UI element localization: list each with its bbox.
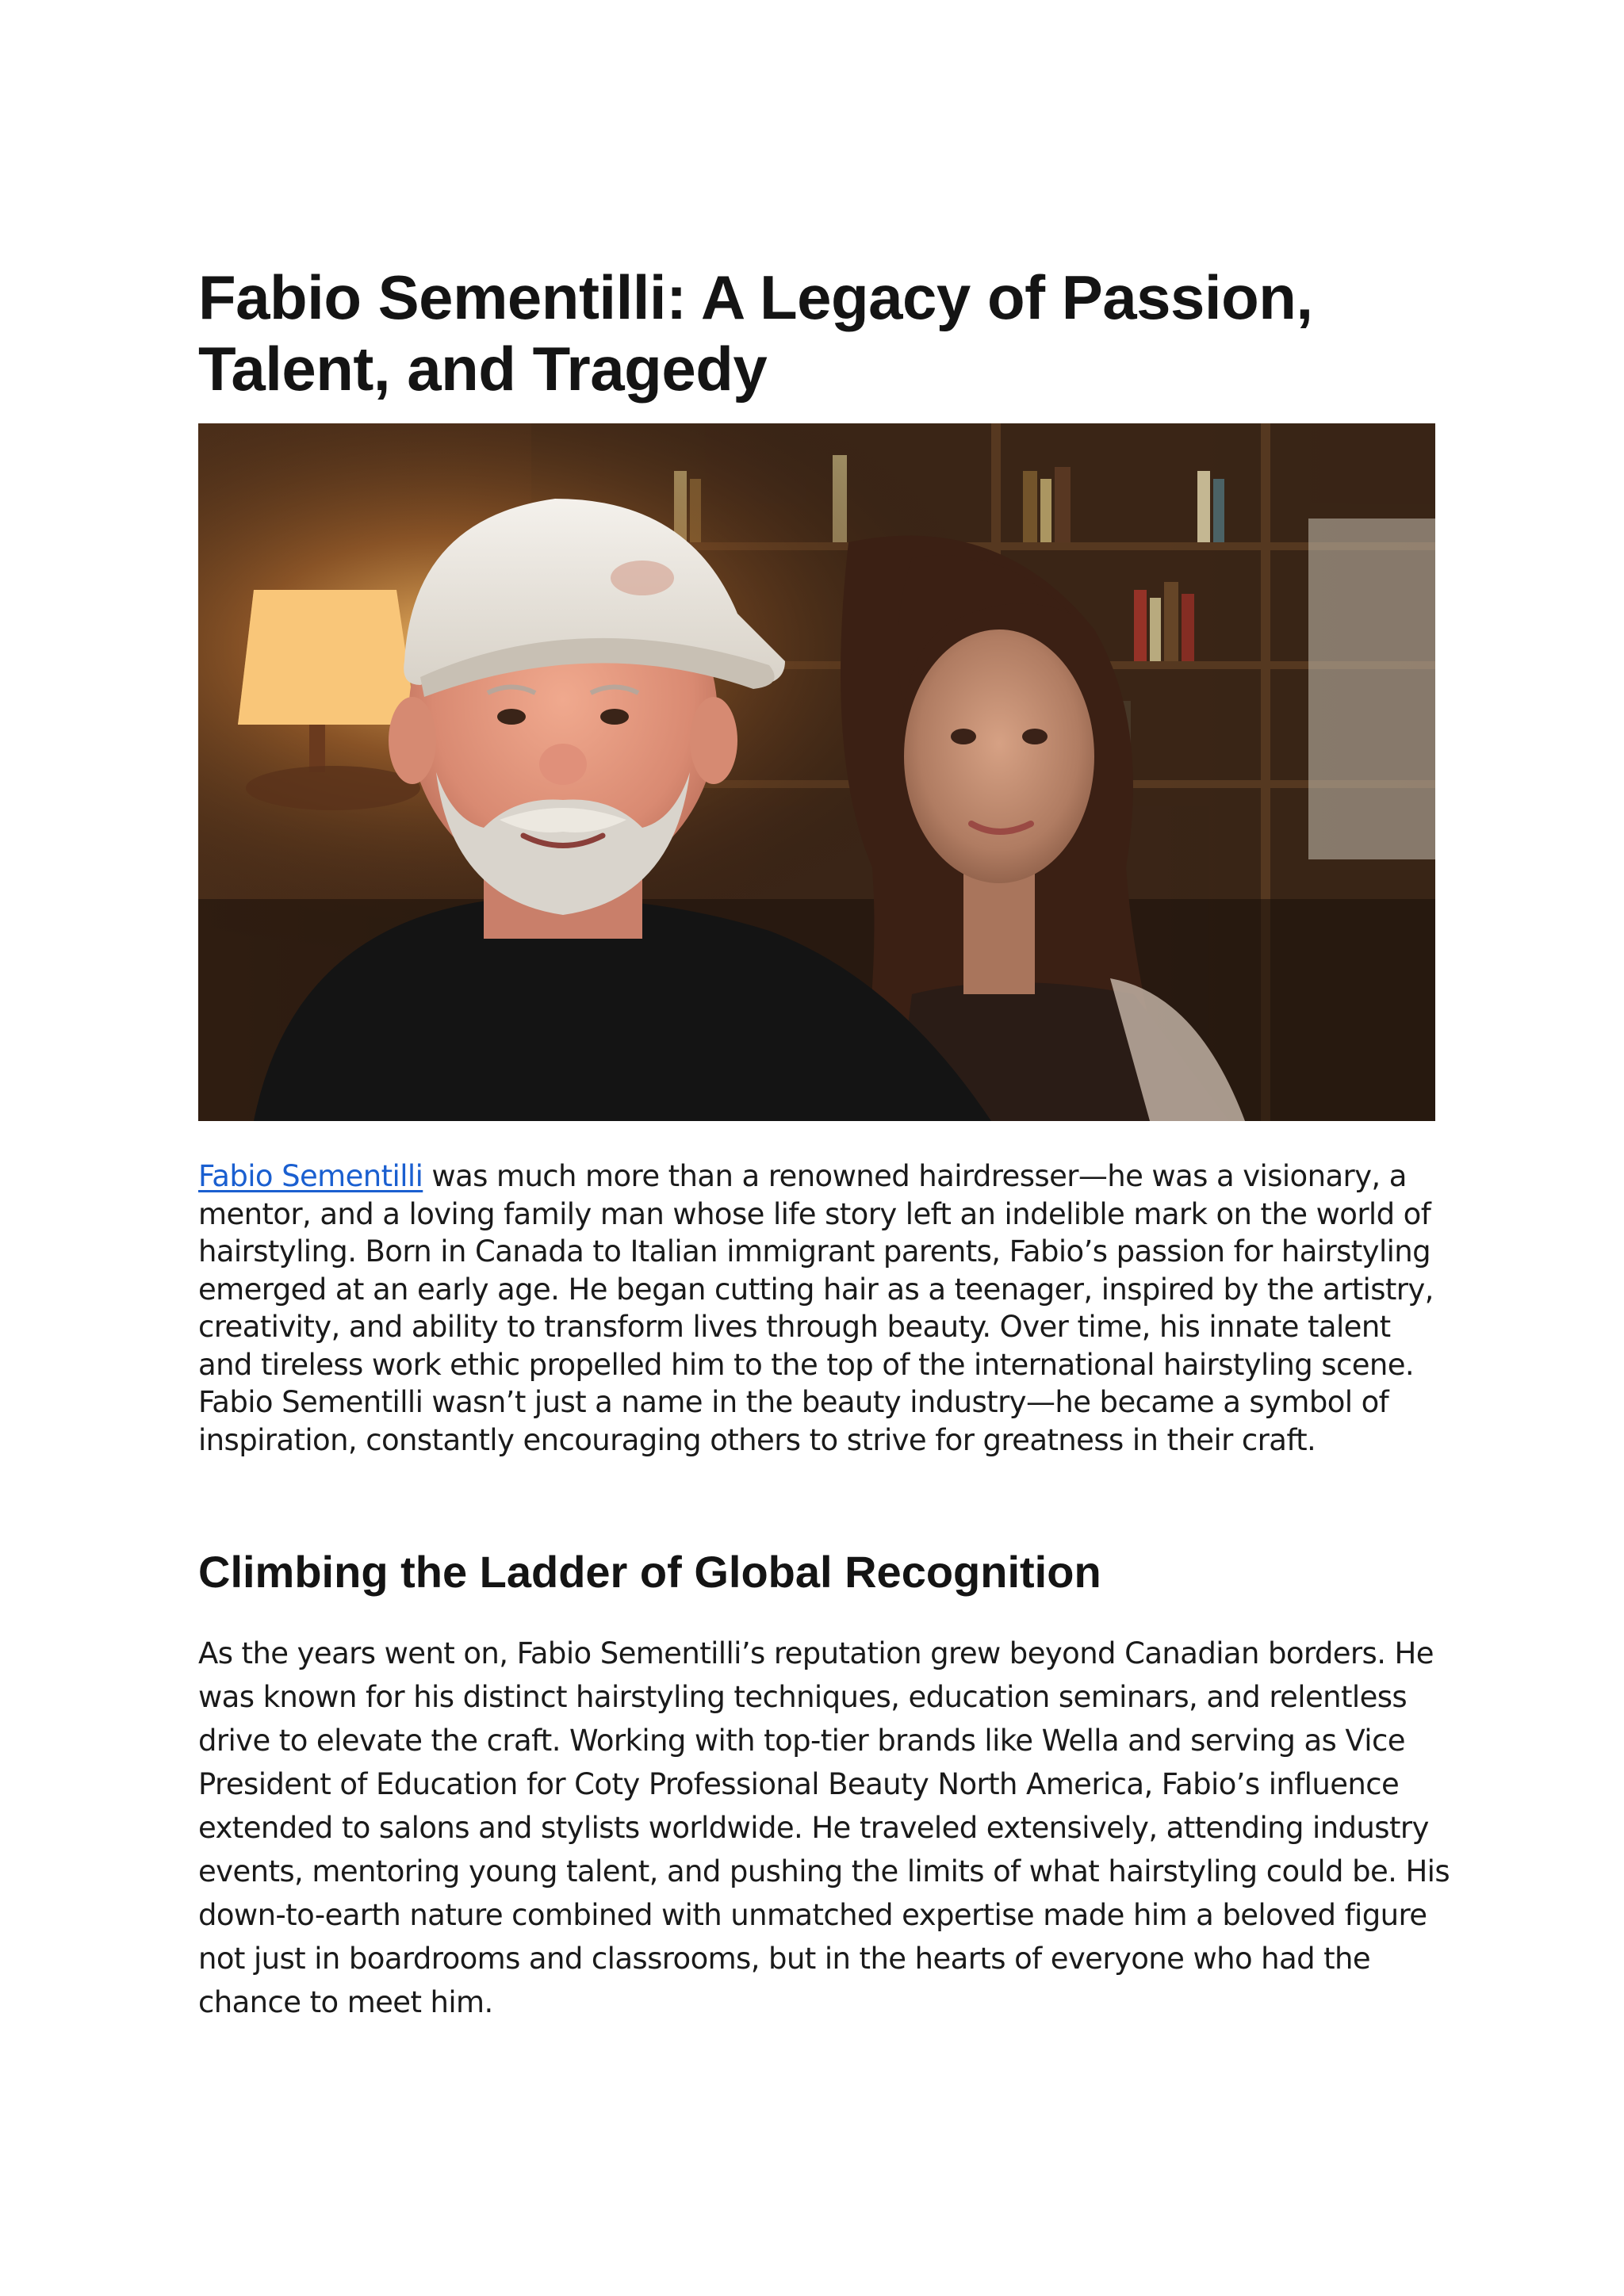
intro-text: was much more than a renowned hairdresser—he was a visionary, a mentor, and a loving family man whose life story left an indelible mark on the world of hairstyling. Born in Canada to Italian immigrant parents, Fabio’s passion for hairstyling emerged at an early age. He began cutting hair as a teenager, inspired by the artistry, creativity, and ability to transform lives through beauty. Over time, his innate talent and tireless work ethic propelled him to the top of the international hairstyling scene. Fabio Sementilli wasn’t just a name in the beauty industry—he became a symbol of inspiration, constantly encouraging others to strive for greatness in their craft. [198, 1159, 1434, 1457]
article-title: Fabio Sementilli: A Legacy of Passion, Talent, and Tragedy [198, 262, 1313, 404]
intro-paragraph [198, 1158, 1451, 1459]
section-heading: Climbing the Ladder of Global Recognition [198, 1547, 1101, 1597]
hero-photo [198, 423, 1435, 1121]
hero-photo-illustration [198, 423, 1435, 1121]
section-paragraph: As the years went on, Fabio Sementilli’s reputation grew beyond Canadian borders. He was known for his distinct hairstyling techniques, education seminars, and relentless drive to elevate the craft. Working with top-tier brands like Wella and serving as Vice President of Education for Coty Professional Beauty North America, Fabio’s influence extended to salons and stylists worldwide. He traveled extensively, attending industry events, mentoring young talent, and pushing the limits of what hairstyling could be. His down-to-earth nature combined with unmatched expertise made him a beloved figure not just in boardrooms and classrooms, but in the hearts of everyone who had the chance to meet him. [198, 1636, 1450, 2019]
fabio-sementilli-link[interactable]: Fabio Sementilli [198, 1159, 423, 1193]
